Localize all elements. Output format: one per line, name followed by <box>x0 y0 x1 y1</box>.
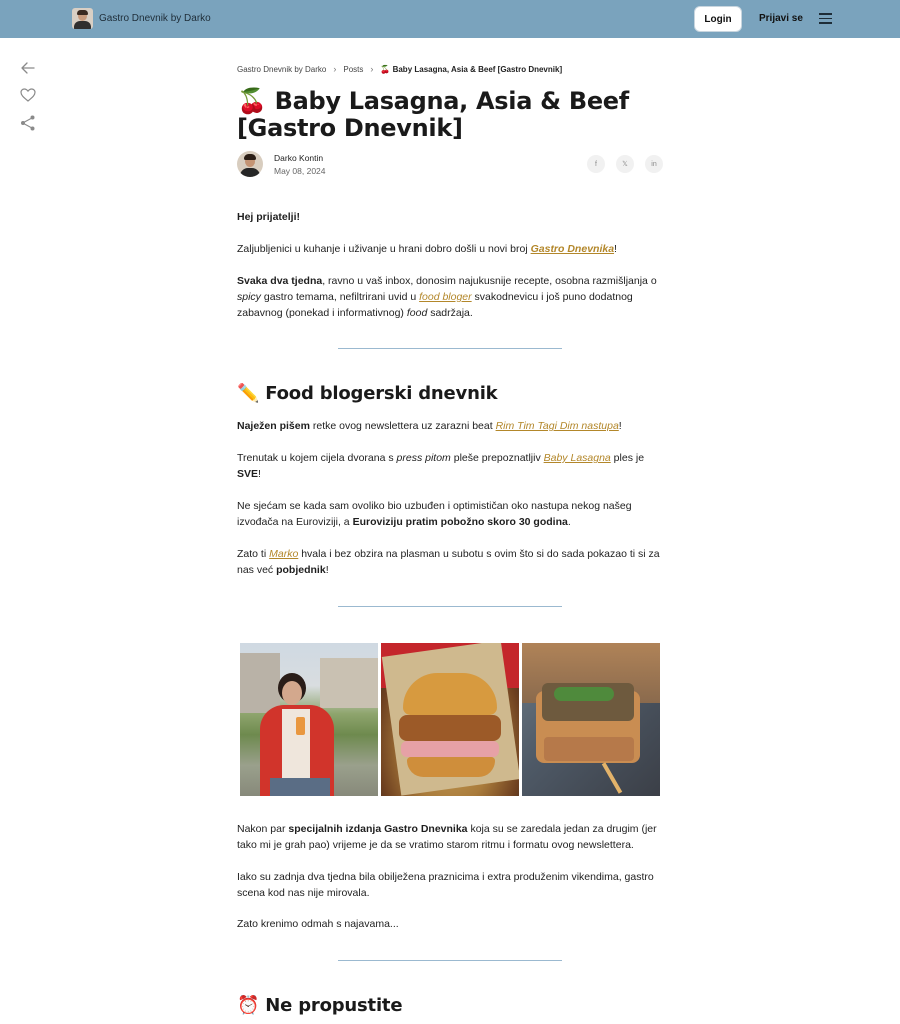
text: . <box>567 516 571 528</box>
linkedin-share-icon[interactable]: in <box>645 155 663 173</box>
divider <box>338 606 562 607</box>
photo-woman-drink[interactable] <box>240 643 378 796</box>
text-bold: Svaka dva tjedna <box>237 275 323 287</box>
food-bloger-link[interactable]: food bloger <box>419 291 472 303</box>
section-heading-dont-miss: ⏰ Ne propustite <box>237 995 403 1016</box>
text: svakodnevicu i još puno dodatnog zabavnog (ponekad i informativnog) <box>237 291 633 319</box>
author-name[interactable]: Darko Kontin <box>274 153 324 163</box>
breadcrumb-posts[interactable]: Posts <box>343 64 364 74</box>
section-heading-food-blog: ✏️ Food blogerski dnevnik <box>237 383 498 404</box>
avatar[interactable] <box>237 151 263 177</box>
brand-link[interactable] <box>72 8 211 29</box>
x-share-icon[interactable]: 𝕏 <box>616 155 634 173</box>
photo-burger[interactable] <box>381 643 519 796</box>
intro-paragraph <box>237 241 667 257</box>
text: Zato ti <box>237 548 270 560</box>
text: retke ovog newslettera uz zarazni beat <box>309 420 496 432</box>
text: , ravno u vaš inbox, donosim najukusnije recepte, osobna razmišljanja o <box>322 275 657 287</box>
back-arrow-icon[interactable] <box>19 59 37 77</box>
post-date: May 08, 2024 <box>274 166 326 176</box>
text-bold: pobjednik <box>276 564 326 576</box>
text: ! <box>325 564 329 576</box>
gastro-dnevnik-link[interactable]: Gastro Dnevnika <box>530 243 615 255</box>
text: ! <box>258 468 261 480</box>
paragraph: Iako su zadnja dva tjedna bila obilježena praznicima i extra produženim vikendima, gastro scena kod nas nije mirovala. <box>237 871 654 899</box>
brand-avatar <box>72 8 93 29</box>
intro-paragraph-2 <box>237 273 667 321</box>
paragraph <box>237 546 667 578</box>
text: ples je <box>610 452 645 464</box>
divider <box>338 960 562 961</box>
text-italic: food <box>406 307 428 319</box>
page-title: 🍒 Baby Lasagna, Asia & Beef [Gastro Dnevnik] <box>237 87 629 142</box>
text: Trenutak u kojem cijela dvorana s <box>237 452 397 464</box>
breadcrumb-root[interactable]: Gastro Dnevnik by Darko <box>237 64 327 74</box>
text: hvala i bez obzira na plasman u subotu s ovim što si do sada pokazao ti si za nas već <box>237 548 660 576</box>
text: sadržaja. <box>427 307 473 319</box>
brand-name: Gastro Dnevnik by Darko <box>99 13 211 24</box>
paragraph <box>237 821 667 853</box>
text: gastro temama, nefiltrirani uvid u <box>260 291 420 303</box>
breadcrumb <box>237 62 663 76</box>
text: ! <box>614 243 617 255</box>
photo-toast[interactable] <box>522 643 660 796</box>
facebook-share-icon[interactable]: f <box>587 155 605 173</box>
baby-lasagna-link[interactable]: Baby Lasagna <box>543 452 611 464</box>
text-bold: Euroviziju pratim pobožno skoro 30 godina <box>352 516 568 528</box>
paragraph: Zato krenimo odmah s najavama... <box>237 918 399 930</box>
text-bold: specijalnih izdanja Gastro Dnevnika <box>288 823 468 835</box>
top-bar <box>0 0 900 38</box>
text: Nakon par <box>237 823 289 835</box>
rim-tim-link[interactable]: Rim Tim Tagi Dim nastupa <box>495 420 619 432</box>
share-icon[interactable] <box>19 114 37 132</box>
greeting <box>237 209 667 225</box>
text: Ne sjećam se kada sam ovoliko bio uzbuđen i optimističan oko nastupa nekog našeg izvođača na Euroviziji, a <box>237 500 632 528</box>
text-bold: SVE <box>237 468 259 480</box>
heart-icon[interactable] <box>19 86 37 104</box>
signup-button[interactable]: Prijavi se <box>759 13 803 24</box>
chevron-right-icon: › <box>370 64 374 74</box>
paragraph <box>237 498 667 530</box>
breadcrumb-current: 🍒 Baby Lasagna, Asia & Beef [Gastro Dnevnik] <box>380 64 563 74</box>
chevron-right-icon: › <box>333 64 337 74</box>
marko-link[interactable]: Marko <box>269 548 299 560</box>
text: pleše prepoznatljiv <box>450 452 544 464</box>
text: Zaljubljenici u kuhanje i uživanje u hrani dobro došli u novi broj <box>237 243 531 255</box>
text: ! <box>618 420 622 432</box>
text: koja su se zaredala jedan za drugim (jer tako mi je grah pao) vrijeme je da se vratimo starom ritmu i formatu ovog newslettera. <box>237 823 657 851</box>
paragraph <box>237 418 667 434</box>
greeting-text: Hej prijatelji! <box>237 211 301 223</box>
text-italic: spicy <box>237 291 261 303</box>
login-button[interactable]: Login <box>694 6 742 32</box>
paragraph <box>237 450 667 482</box>
divider <box>338 348 562 349</box>
text-bold: Naježen pišem <box>237 420 310 432</box>
author-row <box>237 150 663 180</box>
menu-icon[interactable] <box>819 13 832 24</box>
text-italic: press pitom <box>396 452 451 464</box>
